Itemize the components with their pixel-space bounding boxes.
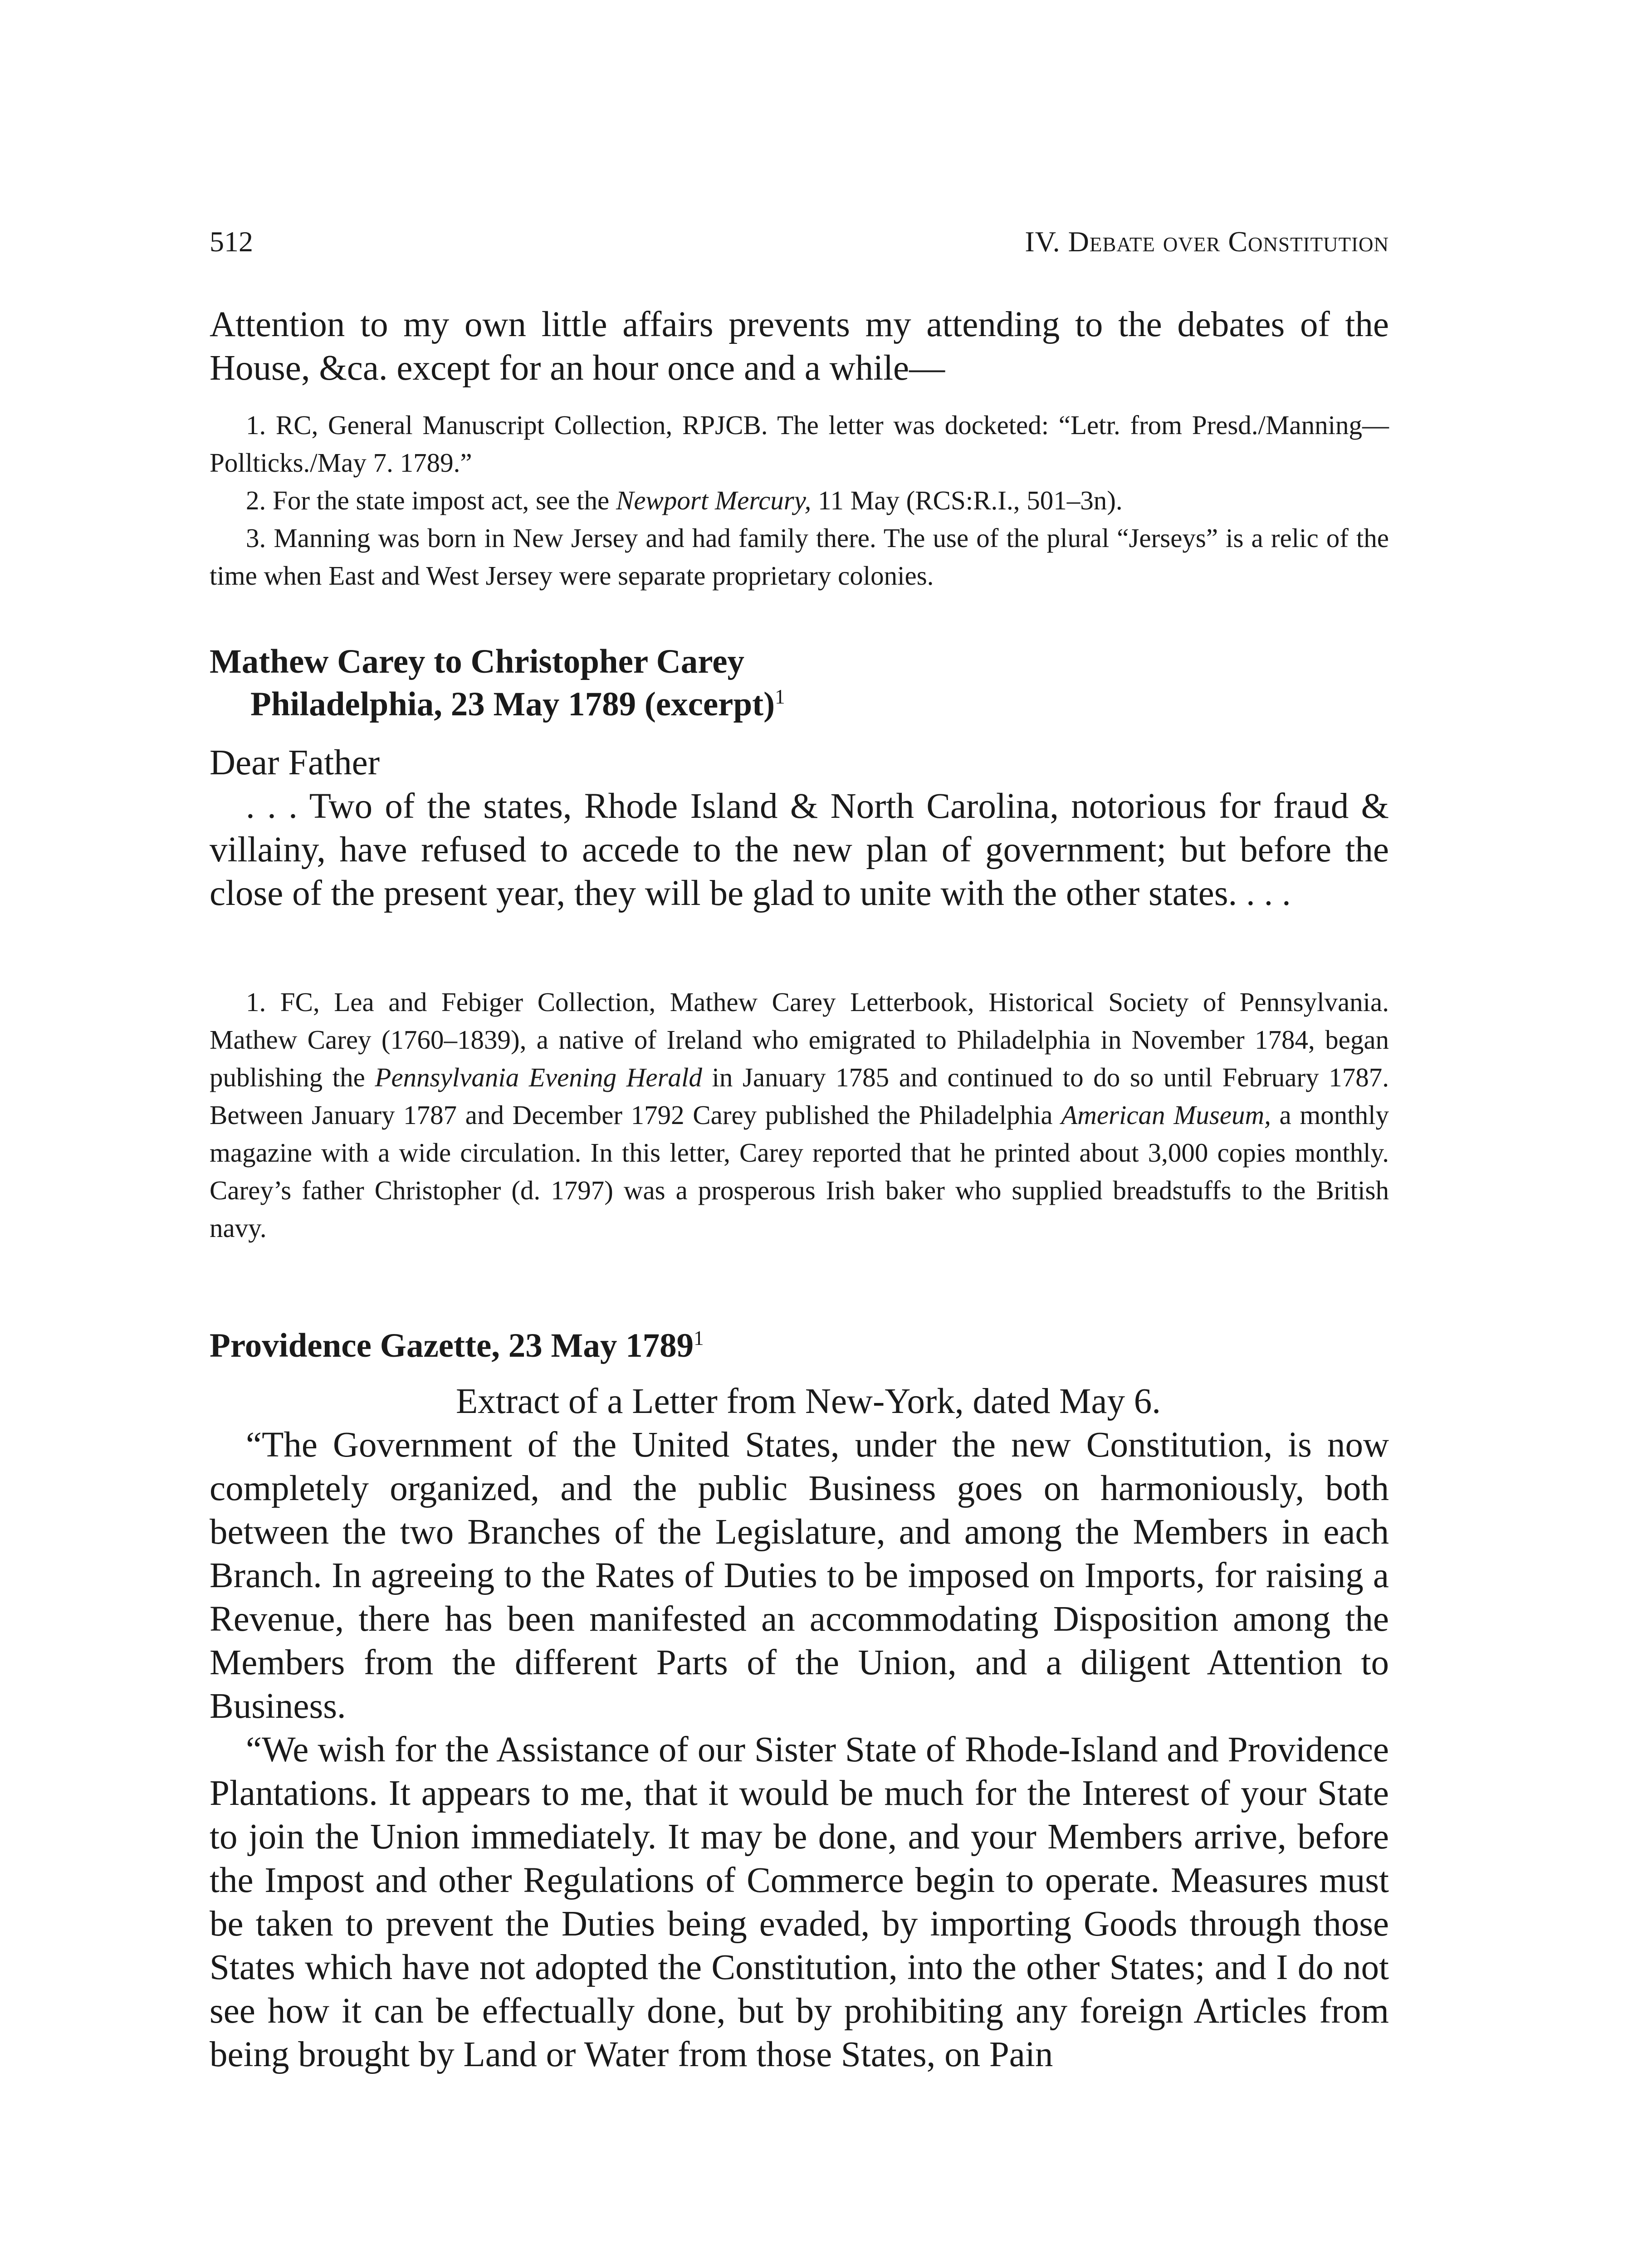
document-heading: Mathew Carey to Christopher Carey bbox=[210, 643, 744, 680]
footnote-ref: 1 bbox=[694, 1327, 704, 1349]
footnote-1: 1. FC, Lea and Febiger Collection, Mathew Carey Letterbook, Historical Society of Pennsylvania. Mathew Carey (1760–1839), a native of Ireland who emigrated to Philadelphia in November 1784, began publishing the Pennsylvania Evening Herald in January 1785 and continued to do so until February 1787. Between January 1787 and December 1792 Carey published the Philadelphia American Museum, a monthly magazine with a wide circulation. In this letter, Carey reported that he printed about 3,000 copies monthly. Carey’s father Christopher (d. 1797) was a prosperous Irish baker who supplied breadstuffs to the British navy. bbox=[210, 987, 1389, 1243]
footnotes-carey bbox=[210, 983, 1389, 1247]
footnote-2: 2. For the state impost act, see the Newport Mercury, 11 May (RCS:R.I., 501–3n). bbox=[246, 485, 1123, 515]
running-head-title: IV. Debate over Constitution bbox=[1025, 225, 1389, 258]
footnote-ref: 1 bbox=[775, 685, 785, 708]
footnotes-manning bbox=[210, 406, 1389, 595]
document-heading-dateline: Philadelphia, 23 May 1789 (excerpt)$^1$ bbox=[250, 685, 785, 723]
opening-block bbox=[210, 303, 1389, 390]
footnote-1: 1. RC, General Manuscript Collection, RPJCB. The letter was docketed: “Letr. from Presd./Manning—Pollticks./May 7. 1789.” bbox=[210, 410, 1389, 478]
document-page bbox=[210, 0, 1389, 2268]
document-heading: Providence Gazette, 23 May 1789$^1$ bbox=[210, 1327, 704, 1364]
opening-paragraph: Attention to my own little affairs prevents my attending to the debates of the House, &ca. except for an hour once and a while— bbox=[210, 305, 1389, 388]
newspaper-title: Newport Mercury, bbox=[616, 485, 812, 515]
page-number: 512 bbox=[210, 225, 253, 258]
gazette-paragraph-1: “The Government of the United States, under the new Constitution, is now completely organized, and the public Business goes on harmoniously, both between the two Branches of the Legislature, and among the Members in each Branch. In agreeing to the Rates of Duties to be imposed on Imports, for raising a Revenue, there has been manifested an accommodating Disposition among the Members from the different Parts of the Union, and a diligent Attention to Business. bbox=[210, 1425, 1389, 1726]
newspaper-title: Pennsylvania Evening Herald bbox=[375, 1062, 702, 1092]
running-head bbox=[210, 221, 1389, 262]
magazine-title: American Museum, bbox=[1061, 1100, 1271, 1130]
salutation: Dear Father bbox=[210, 743, 380, 782]
carey-letter bbox=[210, 640, 1389, 915]
gazette-paragraph-2: “We wish for the Assistance of our Sister State of Rhode-Island and Providence Plantations. It appears to me, that it would be much for the Interest of your State to join the Union immediately. It may be done, and your Members arrive, before the Impost and other Regulations of Commerce begin to operate. Measures must be taken to prevent the Duties being evaded, by importing Goods through those States which have not adopted the Constitution, into the other States; and I do not see how it can be effectually done, but by prohibiting any foreign Articles from being brought by Land or Water from those States, on Pain bbox=[210, 1730, 1389, 2074]
footnote-3: 3. Manning was born in New Jersey and had family there. The use of the plural “Jerseys” is a relic of the time when East and West Jersey were separate proprietary colonies. bbox=[210, 523, 1389, 591]
extract-line: Extract of a Letter from New-York, dated May 6. bbox=[456, 1382, 1161, 1421]
letter-paragraph: . . . Two of the states, Rhode Island & North Carolina, notorious for fraud & villainy, have refused to accede to the new plan of government; but before the close of the present year, they will be glad to unite with the other states. . . . bbox=[210, 787, 1389, 913]
gazette-document bbox=[210, 1325, 1389, 2077]
